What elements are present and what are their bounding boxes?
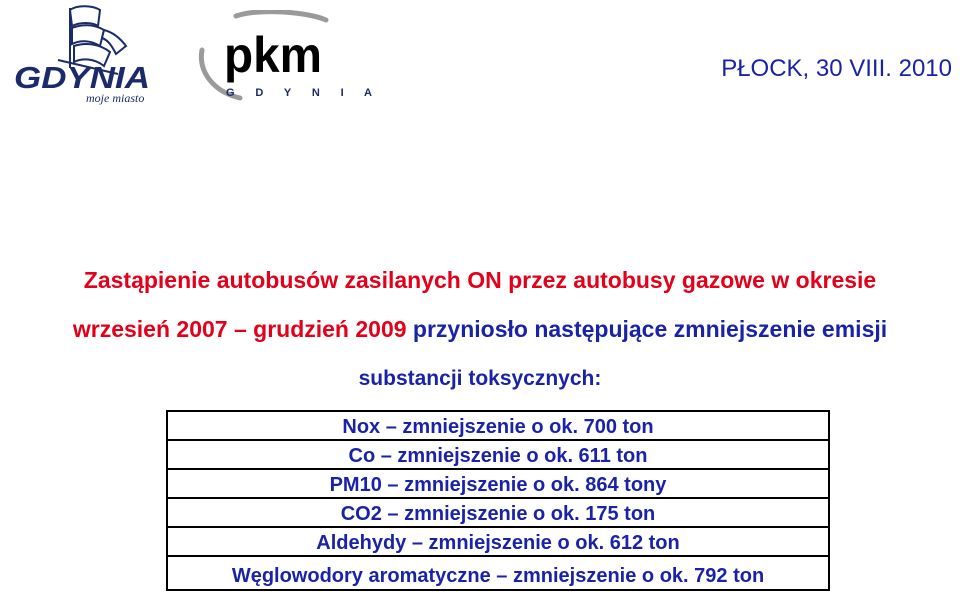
- pkm-logo-sub: G D Y N I A: [226, 87, 372, 99]
- gdynia-logo-text: GDYNIA: [14, 60, 150, 95]
- gdynia-logo-tagline: moje miasto: [86, 91, 145, 105]
- intro-line-1: Zastąpienie autobusów zasilanych ON przez autobusy gazowe w okresie: [83, 267, 877, 293]
- date-header: PŁOCK, 30 VIII. 2010: [721, 55, 952, 82]
- emission-row-co2: CO2 – zmniejszenie o ok. 175 ton: [168, 499, 828, 528]
- intro-effect: przyniosło następujące zmniejszenie emisji: [406, 316, 888, 342]
- emission-row-aldehydes: Aldehydy – zmniejszenie o ok. 612 ton: [168, 528, 828, 557]
- emission-row-nox: Nox – zmniejszenie o ok. 700 ton: [168, 412, 828, 441]
- pkm-logo-text: pkm: [224, 27, 322, 83]
- gdynia-logo: [8, 2, 158, 106]
- pkm-logo: [196, 10, 382, 102]
- emission-row-pm10: PM10 – zmniejszenie o ok. 864 tony: [168, 470, 828, 499]
- intro-line-3: substancji toksycznych:: [358, 367, 602, 390]
- emissions-table: [166, 410, 830, 591]
- intro-line-2: [0, 316, 960, 343]
- emission-row-aromatic-hydrocarbons: Węglowodory aromatyczne – zmniejszenie o ok. 792 ton: [231, 565, 765, 587]
- emission-row-co: Co – zmniejszenie o ok. 611 ton: [168, 441, 828, 470]
- intro-period: wrzesień 2007 – grudzień 2009: [72, 316, 407, 342]
